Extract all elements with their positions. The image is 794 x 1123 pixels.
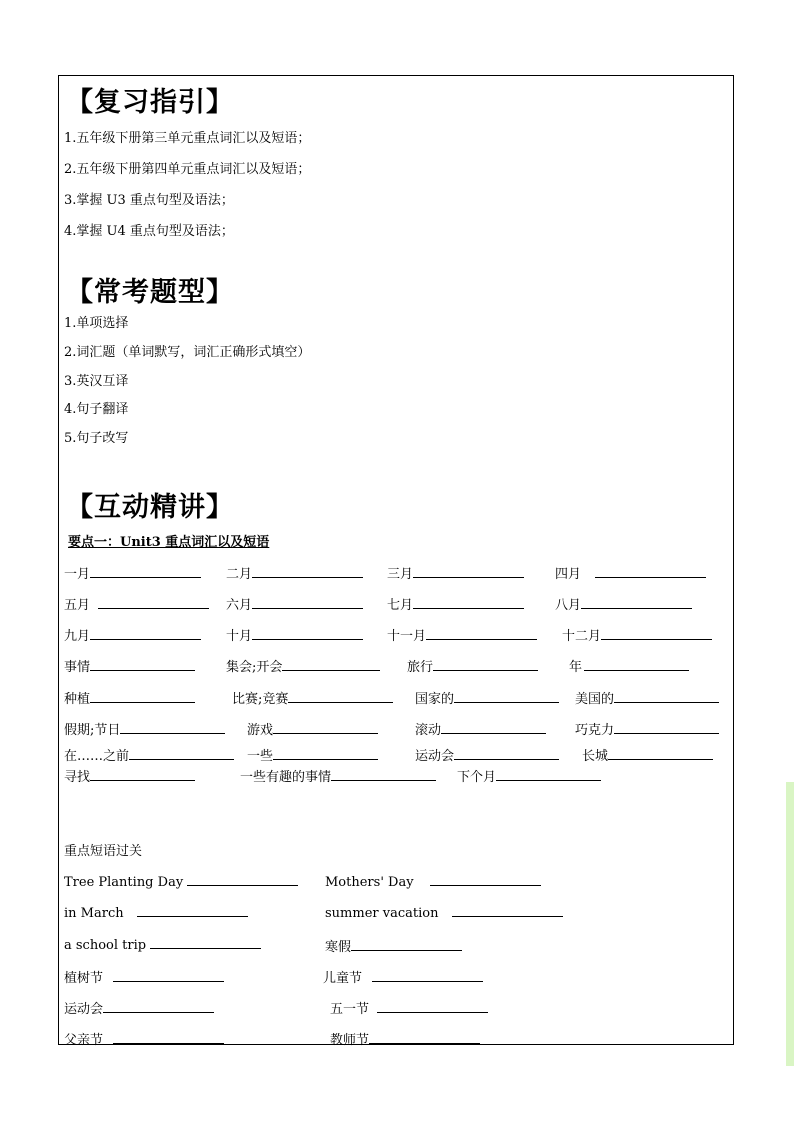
vocab-item: 年 <box>569 656 689 675</box>
phrase-item: in March <box>64 904 248 921</box>
review-item: 3.掌握 U3 重点句型及语法； <box>64 193 234 208</box>
vocab-item: 八月 <box>555 594 692 613</box>
answer-blank[interactable] <box>113 1031 224 1044</box>
answer-blank[interactable] <box>90 565 201 578</box>
answer-blank[interactable] <box>377 1000 488 1013</box>
answer-blank[interactable] <box>288 690 393 703</box>
phrase-item: 寒假 <box>325 936 462 955</box>
vocab-item: 寻找 <box>64 766 195 785</box>
phrase-item: 教师节 <box>330 1029 480 1048</box>
answer-blank[interactable] <box>454 690 559 703</box>
answer-blank[interactable] <box>187 873 298 886</box>
vocab-item: 十二月 <box>562 625 712 644</box>
answer-blank[interactable] <box>496 768 601 781</box>
type-item: 1.单项选择 <box>64 316 129 331</box>
review-item: 1.五年级下册第三单元重点词汇以及短语； <box>64 131 311 146</box>
answer-blank[interactable] <box>601 627 712 640</box>
answer-blank[interactable] <box>90 690 195 703</box>
answer-blank[interactable] <box>331 768 436 781</box>
vocab-item: 五月 <box>64 594 209 613</box>
answer-blank[interactable] <box>252 596 363 609</box>
answer-blank[interactable] <box>614 690 719 703</box>
vocab-item: 巧克力 <box>575 719 719 738</box>
phrase-item: 植树节 <box>64 967 224 986</box>
answer-blank[interactable] <box>113 969 224 982</box>
answer-blank[interactable] <box>273 747 378 760</box>
answer-blank[interactable] <box>584 658 689 671</box>
vocab-item: 比赛;竞赛 <box>232 688 393 707</box>
answer-blank[interactable] <box>426 627 537 640</box>
phrase-item: summer vacation <box>325 904 563 921</box>
phrase-item: 运动会 <box>64 998 214 1017</box>
vocab-item: 四月 <box>555 563 706 582</box>
phrase-item: 五一节 <box>330 998 488 1017</box>
answer-blank[interactable] <box>430 873 541 886</box>
type-item: 4.句子翻译 <box>64 402 129 417</box>
vocab-item: 游戏 <box>247 719 378 738</box>
answer-blank[interactable] <box>351 938 462 951</box>
vocab-item: 滚动 <box>415 719 546 738</box>
vocab-item: 七月 <box>387 594 524 613</box>
phrase-item: a school trip <box>64 936 261 953</box>
common-types-heading: 【常考题型】 <box>66 277 234 308</box>
review-item: 4.掌握 U4 重点句型及语法； <box>64 224 234 239</box>
answer-blank[interactable] <box>608 747 713 760</box>
vocab-item: 一些有趣的事情 <box>240 766 436 785</box>
vocab-item: 美国的 <box>575 688 719 707</box>
vocab-item: 事情 <box>64 656 195 675</box>
answer-blank[interactable] <box>433 658 538 671</box>
vocab-item: 下个月 <box>457 766 601 785</box>
answer-blank[interactable] <box>150 936 261 949</box>
answer-blank[interactable] <box>252 627 363 640</box>
answer-blank[interactable] <box>90 768 195 781</box>
answer-blank[interactable] <box>454 747 559 760</box>
vocab-item: 旅行 <box>407 656 538 675</box>
answer-blank[interactable] <box>614 721 719 734</box>
vocab-item: 长城 <box>582 745 713 764</box>
vocab-item: 一些 <box>247 745 378 764</box>
vocab-item: 十一月 <box>387 625 537 644</box>
review-guide-heading: 【复习指引】 <box>66 87 234 118</box>
answer-blank[interactable] <box>452 904 563 917</box>
interactive-heading: 【互动精讲】 <box>66 492 234 523</box>
page-edge-highlight <box>786 782 794 1066</box>
answer-blank[interactable] <box>595 565 706 578</box>
answer-blank[interactable] <box>282 658 380 671</box>
point-one-subheading: 要点一：Unit3 重点词汇以及短语 <box>68 535 270 550</box>
phrases-heading: 重点短语过关 <box>64 844 143 859</box>
vocab-item: 六月 <box>226 594 363 613</box>
answer-blank[interactable] <box>98 596 209 609</box>
vocab-item: 在……之前 <box>64 745 234 764</box>
vocab-item: 国家的 <box>415 688 559 707</box>
answer-blank[interactable] <box>413 565 524 578</box>
type-item: 3.英汉互译 <box>64 374 129 389</box>
vocab-item: 二月 <box>226 563 363 582</box>
vocab-item: 三月 <box>387 563 524 582</box>
answer-blank[interactable] <box>581 596 692 609</box>
vocab-item: 十月 <box>226 625 363 644</box>
answer-blank[interactable] <box>90 658 195 671</box>
phrase-item: Mothers' Day <box>325 873 541 890</box>
answer-blank[interactable] <box>129 747 234 760</box>
type-item: 2.词汇题（单词默写，词汇正确形式填空） <box>64 345 311 360</box>
vocab-item: 运动会 <box>415 745 559 764</box>
answer-blank[interactable] <box>90 627 201 640</box>
vocab-item: 集会;开会 <box>226 656 380 675</box>
answer-blank[interactable] <box>120 721 225 734</box>
answer-blank[interactable] <box>137 904 248 917</box>
review-item: 2.五年级下册第四单元重点词汇以及短语； <box>64 162 311 177</box>
vocab-item: 假期;节日 <box>64 719 225 738</box>
answer-blank[interactable] <box>252 565 363 578</box>
phrase-item: 儿童节 <box>323 967 483 986</box>
answer-blank[interactable] <box>372 969 483 982</box>
vocab-item: 九月 <box>64 625 201 644</box>
answer-blank[interactable] <box>413 596 524 609</box>
answer-blank[interactable] <box>441 721 546 734</box>
type-item: 5.句子改写 <box>64 431 129 446</box>
phrase-item: Tree Planting Day <box>64 873 298 890</box>
vocab-item: 种植 <box>64 688 195 707</box>
answer-blank[interactable] <box>103 1000 214 1013</box>
vocab-item: 一月 <box>64 563 201 582</box>
answer-blank[interactable] <box>273 721 378 734</box>
phrase-item: 父亲节 <box>64 1029 224 1048</box>
answer-blank[interactable] <box>369 1031 480 1044</box>
